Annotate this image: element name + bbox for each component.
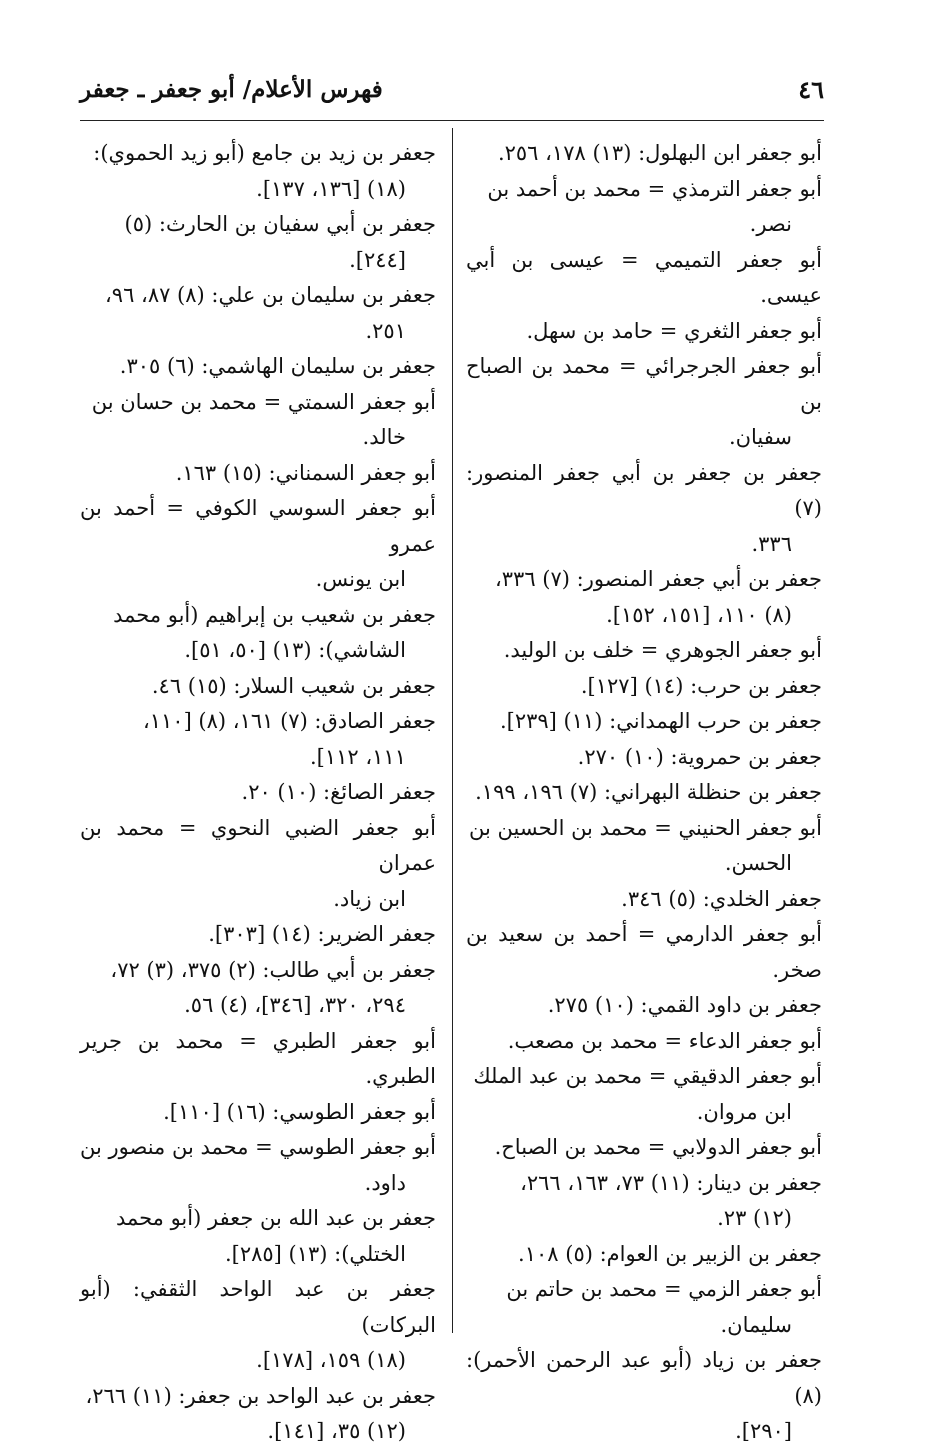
entry-line: جعفر الصادق: (٧) ١٦١، (٨) [١١٠، xyxy=(142,709,436,733)
index-entry xyxy=(466,136,822,172)
index-entry xyxy=(80,1272,436,1379)
entry-line: جعفر بن حمروية: (١٠) ٢٧٠. xyxy=(577,744,822,769)
right-column xyxy=(466,136,822,1450)
entry-line: أبو جعفر التميمي = عيسى بن أبي عيسى. xyxy=(466,247,822,307)
entry-continuation: سليمان. xyxy=(720,1312,792,1337)
header-rule xyxy=(80,120,824,121)
entry-line: أبو جعفر الدارمي = أحمد بن سعيد بن صخر. xyxy=(466,922,822,982)
entry-continuation: ابن يونس. xyxy=(315,567,406,591)
index-entry xyxy=(466,917,822,988)
entry-line: أبو جعفر السوسي الكوفي = أحمد بن عمرو xyxy=(80,496,436,556)
index-entry xyxy=(80,1201,436,1272)
index-entry xyxy=(466,633,822,669)
index-entry xyxy=(466,775,822,811)
index-entry xyxy=(466,1024,822,1060)
entry-line: أبو جعفر الجرجرائي = محمد بن الصباح بن xyxy=(466,354,822,414)
entry-continuation: سفيان. xyxy=(728,425,792,449)
entry-line: أبو جعفر الحنيني = محمد بن الحسين بن xyxy=(469,815,822,840)
index-entry xyxy=(466,704,822,740)
entry-line: جعفر بن عبد الواحد بن جعفر: (١١) ٢٦٦، xyxy=(85,1383,436,1408)
entry-continuation: (١٢) ٢٣. xyxy=(717,1206,792,1230)
index-entry xyxy=(80,385,436,456)
entry-continuation: (١٢) ٣٥، [١٤١]. xyxy=(267,1419,406,1443)
entry-line: أبو جعفر الدعاء = محمد بن مصعب. xyxy=(507,1028,822,1053)
index-entry xyxy=(80,953,436,1024)
entry-line: جعفر الخلدي: (٥) ٣٤٦. xyxy=(621,886,822,911)
entry-continuation: الشاشي): (١٣) [٥٠، ٥١]. xyxy=(184,638,406,662)
entry-line: جعفر بن دينار: (١١) ٧٣، ١٦٣، ٢٦٦، xyxy=(520,1170,822,1195)
entry-line: أبو جعفر الترمذي = محمد بن أحمد بن xyxy=(487,176,822,201)
entry-line: أبو جعفر السمناني: (١٥) ١٦٣. xyxy=(175,460,436,485)
index-entry xyxy=(466,243,822,314)
index-entry xyxy=(466,314,822,350)
entry-line: أبو جعفر ابن البهلول: (١٣) ١٧٨، ٢٥٦. xyxy=(497,141,822,165)
index-entry xyxy=(466,456,822,563)
entry-line: جعفر بن زيد بن جامع (أبو زيد الحموي): xyxy=(93,141,436,165)
entry-line: جعفر بن سليمان بن علي: (٨) ٨٧، ٩٦، xyxy=(105,283,436,307)
column-divider xyxy=(452,128,453,1333)
index-entry xyxy=(466,882,822,918)
entry-line: جعفر بن جعفر بن أبي جعفر المنصور: (٧) xyxy=(466,460,822,520)
entry-continuation: ١١١، ١١٢]. xyxy=(309,744,406,769)
entry-line: جعفر بن شعيب السلار: (١٥) ٤٦. xyxy=(151,673,436,698)
entry-line: أبو جعفر السمتي = محمد بن حسان بن xyxy=(91,389,436,414)
entry-line: جعفر الضرير: (١٤) [٣٠٣]. xyxy=(208,922,436,946)
left-column xyxy=(80,136,436,1450)
entry-continuation: ٢٥١. xyxy=(365,318,406,343)
entry-line: جعفر بن سليمان الهاشمي: (٦) ٣٠٥. xyxy=(119,354,436,378)
page-header xyxy=(80,72,824,112)
index-entry xyxy=(80,136,436,207)
index-entry xyxy=(80,349,436,385)
entry-line: جعفر بن عبد الله بن جعفر (أبو محمد xyxy=(115,1206,436,1230)
index-entry xyxy=(80,669,436,705)
page-number: ٤٦ xyxy=(798,75,824,104)
index-entry xyxy=(466,1272,822,1343)
entry-continuation: (١٨) [١٣٦، ١٣٧]. xyxy=(256,176,406,201)
index-entry xyxy=(466,1059,822,1130)
entry-line: أبو جعفر الضبي النحوي = محمد بن عمران xyxy=(80,815,436,875)
index-entry xyxy=(466,811,822,882)
entry-continuation: ٢٩٤، ٣٢٠، [٣٤٦]، (٤) ٥٦. xyxy=(184,993,406,1017)
running-title: فهرس الأعلام/ أبو جعفر ـ جعفر xyxy=(80,76,383,103)
index-entry xyxy=(466,562,822,633)
entry-continuation: [٢٤٤]. xyxy=(349,247,406,272)
index-entry xyxy=(466,172,822,243)
index-entry xyxy=(466,349,822,456)
entry-line: جعفر بن أبي سفيان بن الحارث: (٥) xyxy=(124,212,436,236)
entry-line: جعفر بن شعيب بن إبراهيم (أبو محمد xyxy=(113,602,436,627)
index-entry xyxy=(80,491,436,598)
entry-line: جعفر بن حنظلة البهراني: (٧) ١٩٦، ١٩٩. xyxy=(475,780,822,804)
entry-continuation: [٢٩٠]. xyxy=(735,1419,792,1443)
index-entry xyxy=(80,917,436,953)
entry-continuation: (٨) ١١٠، [١٥١، ١٥٢]. xyxy=(606,602,792,627)
entry-line: جعفر الصائغ: (١٠) ٢٠. xyxy=(241,780,436,804)
index-entry xyxy=(466,1166,822,1237)
index-entry xyxy=(466,988,822,1024)
index-entry xyxy=(466,740,822,776)
entry-line: جعفر بن الزبير بن العوام: (٥) ١٠٨. xyxy=(518,1241,822,1266)
entry-line: جعفر بن عبد الواحد الثقفي: (أبو البركات) xyxy=(80,1277,436,1337)
index-entry xyxy=(80,1095,436,1131)
index-entry xyxy=(80,456,436,492)
entry-line: أبو جعفر الجوهري = خلف بن الوليد. xyxy=(503,638,822,662)
entry-line: جعفر بن أبي جعفر المنصور: (٧) ٣٣٦، xyxy=(495,567,822,591)
entry-continuation: نصر. xyxy=(749,212,792,236)
entry-line: أبو جعفر الثغري = حامد بن سهل. xyxy=(526,318,822,343)
index-entry xyxy=(80,207,436,278)
entry-continuation: الحسن. xyxy=(724,851,792,875)
index-entry xyxy=(466,1130,822,1166)
entry-line: أبو جعفر الدولابي = محمد بن الصباح. xyxy=(494,1135,822,1159)
entry-continuation: ابن مروان. xyxy=(696,1099,792,1124)
entry-line: أبو جعفر الطوسي = محمد بن منصور بن xyxy=(80,1135,436,1159)
index-entry xyxy=(466,1343,822,1450)
index-entry xyxy=(466,669,822,705)
entry-continuation: (١٨) ١٥٩، [١٧٨]. xyxy=(256,1348,406,1372)
index-entry xyxy=(80,775,436,811)
index-entry xyxy=(80,598,436,669)
entry-line: جعفر بن حرب الهمداني: (١١) [٢٣٩]. xyxy=(499,709,822,733)
index-entry xyxy=(80,811,436,918)
entry-line: أبو جعفر الطبري = محمد بن جرير الطبري. xyxy=(80,1028,436,1088)
entry-continuation: خالد. xyxy=(362,425,406,449)
entry-line: جعفر بن حرب: (١٤) [١٢٧]. xyxy=(580,673,822,698)
index-entry xyxy=(80,278,436,349)
entry-continuation: الختلي): (١٣) [٢٨٥]. xyxy=(224,1241,406,1266)
index-entry xyxy=(80,1130,436,1201)
entry-continuation: ٣٣٦. xyxy=(751,531,792,556)
index-entry xyxy=(80,704,436,775)
index-entry xyxy=(80,1379,436,1450)
index-entry xyxy=(80,1024,436,1095)
entry-line: جعفر بن زياد (أبو عبد الرحمن الأحمر): (٨) xyxy=(466,1348,822,1408)
entry-line: أبو جعفر الطوسي: (١٦) [١١٠]. xyxy=(163,1099,436,1124)
entry-continuation: ابن زياد. xyxy=(333,886,406,911)
entry-line: أبو جعفر الزمي = محمد بن حاتم بن xyxy=(506,1277,822,1301)
entry-continuation: داود. xyxy=(364,1170,406,1195)
entry-line: أبو جعفر الدقيقي = محمد بن عبد الملك xyxy=(473,1064,822,1088)
entry-line: جعفر بن أبي طالب: (٢) ٣٧٥، (٣) ٧٢، xyxy=(110,957,436,982)
index-entry xyxy=(466,1237,822,1273)
entry-line: جعفر بن داود القمي: (١٠) ٢٧٥. xyxy=(547,993,822,1017)
